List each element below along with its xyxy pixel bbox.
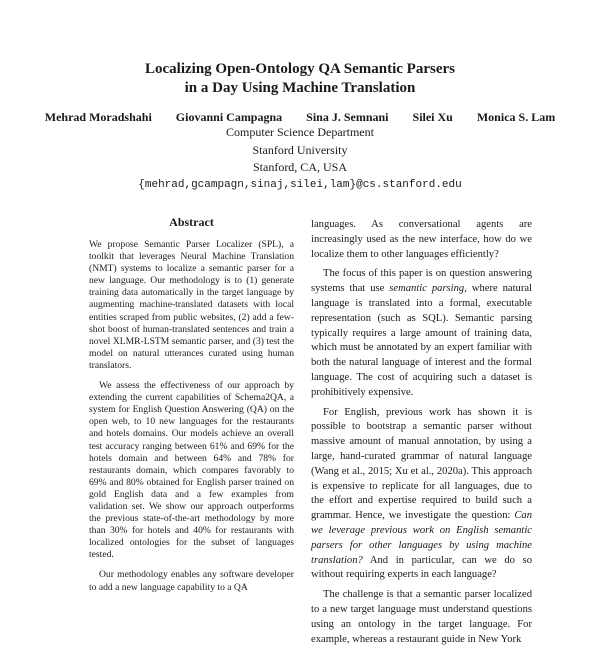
body-paragraph: The challenge is that a semantic parser localized to a new target language must understand questions using an ontology in the target language. For example, whereas a restaurant guide in New York [311,589,532,645]
abstract-paragraph: We assess the effectiveness of our approach by extending the current capabilities of Schema2QA, a system for English Question Answering (QA) on the open web, to 10 new languages for the restaurants and hotels domains. Our models achieve an overall test accuracy ranging between 61% and 69% for the hotels domain and between 64% and 78% for restaurants domain, which compares favorably to 69% and 80% obtained for English parser trained on gold English data and a few examples from validation set. We show our approach outperforms the previous state-of-the-art methodology by more than 30% for hotels and 40% for restaurants with localized ontologies for the subset of languages tested. [89,380,294,561]
left-column [89,215,294,600]
university: Stanford University [252,142,348,157]
author-name: Silei Xu [412,110,453,124]
body-paragraph: languages. As conversational agents are increasingly used as the new interface, how do we localize them to other languages efficiently? [311,219,532,260]
body-text: For English, previous work has shown it is possible to bootstrap a semantic parser without massive amount of manual annotation, by using a large, hand-curated grammar of natural language (Wang et al., 2015; Xu et al., 2020a). This approach is expensive to replicate for all languages, due to the effort and expertise required to build such a grammar. Hence, we investigate the question: [311,406,532,522]
affiliation-block [0,124,600,194]
title-line-1: Localizing Open-Ontology QA Semantic Parsers [145,61,455,77]
emphasis-text: Can we leverage previous work on English semantic parsers for other languages by using machine translation? [311,510,532,566]
author-name: Sina J. Semnani [306,110,389,124]
abstract-heading: Abstract [169,215,214,229]
location: Stanford, CA, USA [252,160,347,174]
emphasis-text: semantic parsing [389,283,465,295]
department: Computer Science Department [226,125,374,139]
author-name: Monica S. Lam [476,110,556,124]
body-text: And in particular, can we do so without requiring experts in each language? [311,554,532,581]
abstract-paragraph: Our methodology enables any software developer to add a new language capability to a QA [89,569,294,593]
body-text: , where natural language is translated into a formal, executable representation (such as SQL). Semantic parsing typically requires a large amount of training data, which must be annotated by an expert familiar with both the natural language of interest and the formal language. The cost of acquiring such a dataset is prohibitively expensive. [311,283,532,398]
author-name: Mehrad Moradshahi [44,110,152,124]
author-list [0,110,600,125]
title-line-2: in a Day Using Machine Translation [184,80,416,96]
abstract-paragraph: We propose Semantic Parser Localizer (SPL), a toolkit that leverages Neural Machine Translation (NMT) systems to localize a semantic parser for a new language. Our methodology is to (1) generate training data automatically in the target language by augmenting machine-translated datasets with local entities scraped from public websites, (2) add a few-shot boost of human-translated sentences and train a novel XLMR-LSTM semantic parser, and (3) test the model on natural utterances curated using human translators. [89,239,294,371]
paper-title [0,60,600,98]
right-column [311,218,532,645]
body-text: The focus of this paper is on question answering systems that use [311,268,532,295]
author-name: Giovanni Campagna [175,110,283,124]
body-paragraph [311,406,532,584]
email: {mehrad,gcampagn,sinaj,silei,lam}@cs.stanford.edu [138,178,462,191]
body-paragraph [311,267,532,400]
